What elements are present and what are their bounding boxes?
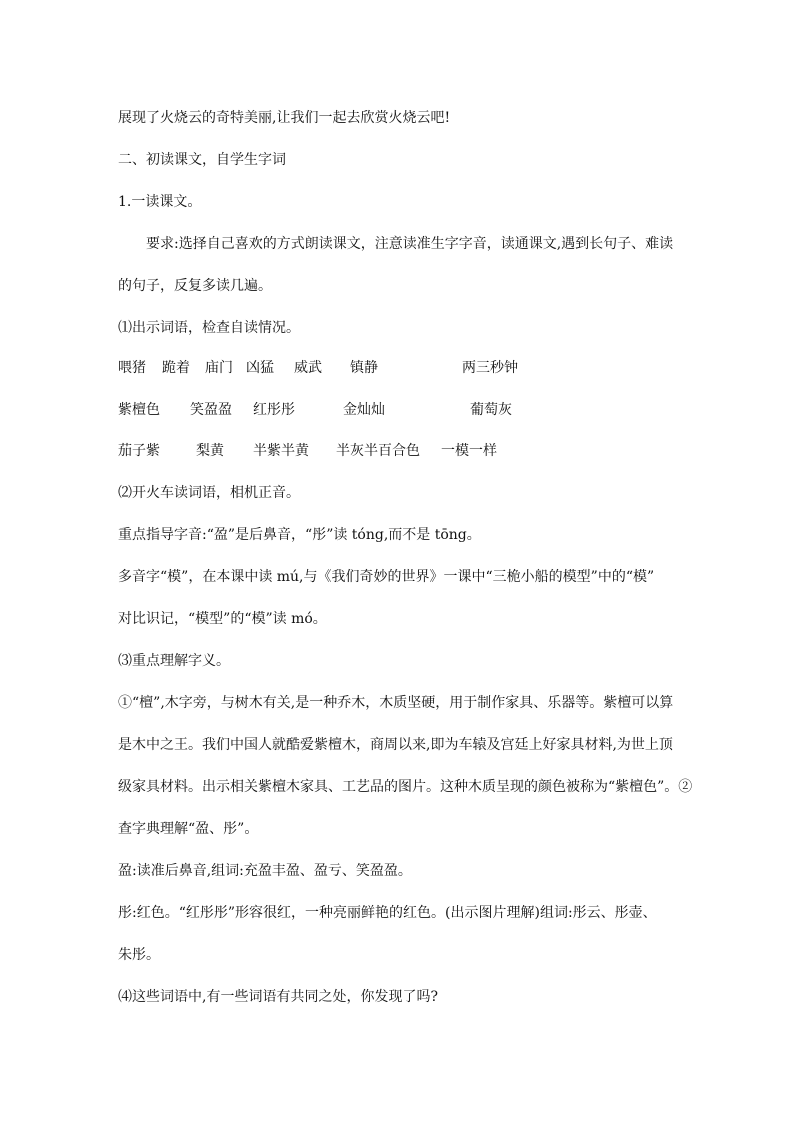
tong-definition-line-2: 朱彤。 <box>118 947 160 963</box>
word: 跪着 <box>162 360 190 376</box>
word: 镇静 <box>350 360 378 376</box>
word: 茄子紫 <box>118 443 160 459</box>
pronunciation-note: 重点指导字音:“盈”是后鼻音，“彤”读 tóng,而不是 tōng。 <box>118 527 481 543</box>
polyphone-line-2: 对比识记，“模型”的“模”读 mó。 <box>118 611 327 627</box>
word: 半灰半百合色 <box>336 443 420 459</box>
section-heading: 二、初读课文，自学生字词 <box>118 152 286 168</box>
word: 庙门 <box>205 360 233 376</box>
meaning-line-3: 级家具材料。出示相关紫檀木家具、工艺品的图片。这种木质呈现的颜色被称为“紫檀色”。② <box>118 779 693 795</box>
intro-line: 展现了火烧云的奇特美丽,让我们一起去欣赏火烧云吧! <box>118 110 451 126</box>
subitem-heading-3: ⑶重点理解字义。 <box>118 653 230 669</box>
requirement-line-1: 要求:选择自己喜欢的方式朗读课文，注意读准生字字音，读通课文,遇到长句子、难读 <box>146 236 674 252</box>
polyphone-line-1: 多音字“模”，在本课中读 mú,与《我们奇妙的世界》一课中“三桅小船的模型”中的“模” <box>118 569 655 585</box>
step-heading: 1.一读课文。 <box>118 194 202 210</box>
word: 威武 <box>294 360 322 376</box>
word: 一模一样 <box>441 443 497 459</box>
word: 笑盈盈 <box>190 402 232 418</box>
requirement-line-2: 的句子，反复多读几遍。 <box>118 278 272 294</box>
word: 金灿灿 <box>343 402 385 418</box>
word: 红彤彤 <box>253 402 295 418</box>
meaning-line-1: ①“檀”,木字旁，与树木有关,是一种乔木，木质坚硬，用于制作家具、乐器等。紫檀可以算 <box>118 695 674 711</box>
word: 凶猛 <box>246 360 274 376</box>
meaning-line-2: 是木中之王。我们中国人就酷爱紫檀木，商周以来,即为车辕及宫廷上好家具材料,为世上顶 <box>118 737 673 753</box>
word: 两三秒钟 <box>462 360 518 376</box>
word: 喂猪 <box>118 360 146 376</box>
word: 梨黄 <box>196 443 224 459</box>
word: 葡萄灰 <box>470 402 512 418</box>
meaning-line-4: 查字典理解“盈、彤”。 <box>118 821 259 837</box>
ying-definition: 盈:读准后鼻音,组词:充盈丰盈、盈亏、笑盈盈。 <box>118 863 412 879</box>
subitem-heading-2: ⑵开火车读词语，相机正音。 <box>118 485 300 501</box>
tong-definition-line-1: 彤:红色。“红彤彤”形容很红，一种亮丽鲜艳的红色。(出示图片理解)组词:彤云、彤壶、 <box>118 905 657 921</box>
word: 半紫半黄 <box>253 443 309 459</box>
subitem-heading-1: ⑴出示词语，检查自读情况。 <box>118 320 300 336</box>
word: 紫檀色 <box>118 402 160 418</box>
subitem-heading-4: ⑷这些词语中,有一些词语有共同之处，你发现了吗? <box>118 989 438 1005</box>
